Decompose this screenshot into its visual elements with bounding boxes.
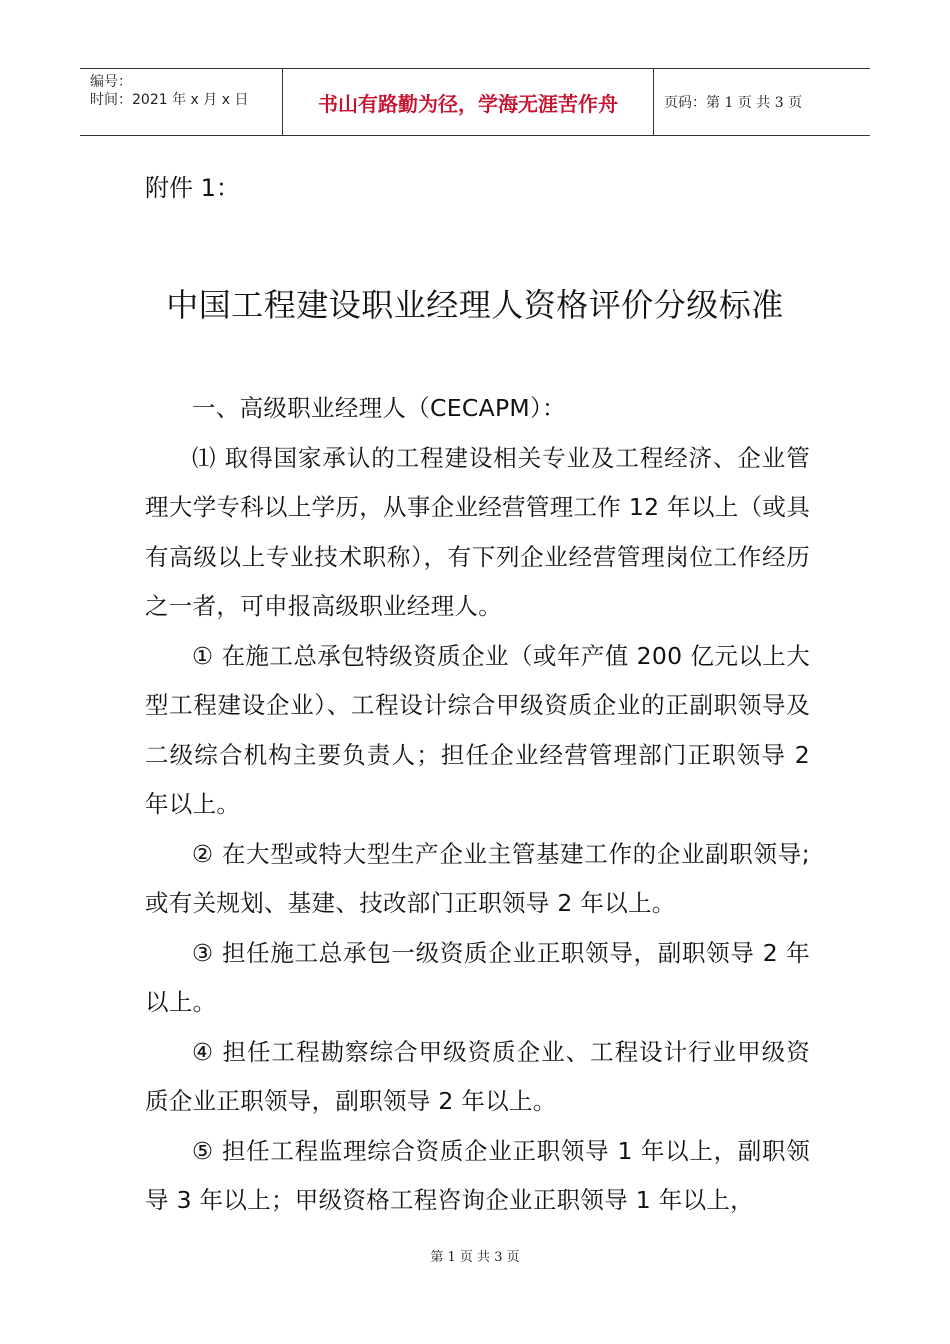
page-footer: 第 1 页 共 3 页 <box>430 1250 520 1265</box>
header-meta <box>80 69 282 135</box>
header-motto: 书山有路勤为径，学海无涯苦作舟 <box>282 69 654 135</box>
paragraph-item-3: ③ 担任施工总承包一级资质企业正职领导，副职领导 2 年以上。 <box>145 938 810 1016</box>
number-label: 编号： <box>90 74 132 90</box>
paragraph-item-4: ④ 担任工程勘察综合甲级资质企业、工程设计行业甲级资质企业正职领导，副职领导 2 年以上。 <box>145 1037 810 1115</box>
paragraph-qualification: ⑴ 取得国家承认的工程建设相关专业及工程经济、企业管理大学专科以上学历，从事企业经营管理工作 12 年以上（或具有高级以上专业技术职称），有下列企业经营管理岗位工作经历之一者，可申报高级职业经理人。 <box>145 443 810 620</box>
time-label: 时间：2021 年 x 月 x 日 <box>90 92 249 108</box>
paragraph-item-2: ② 在大型或特大型生产企业主管基建工作的企业副职领导;或有关规划、基建、技改部门正职领导 2 年以上。 <box>145 839 810 917</box>
paragraph-item-5: ⑤ 担任工程监理综合资质企业正职领导 1 年以上，副职领导 3 年以上；甲级资格工程咨询企业正职领导 1 年以上， <box>145 1136 810 1214</box>
attachment-label: 附件 1： <box>145 174 240 202</box>
header-page-info: 页码：第 1 页 共 3 页 <box>664 95 803 111</box>
section-heading: 一、高级职业经理人（CECAPM）： <box>192 394 566 422</box>
paragraph-item-1: ① 在施工总承包特级资质企业（或年产值 200 亿元以上大型工程建设企业）、工程设计综合甲级资质企业的正副职领导及二级综合机构主要负责人；担任企业经营管理部门正职领导 2 年以上。 <box>145 641 810 818</box>
document-body <box>145 384 810 1226</box>
document-title: 中国工程建设职业经理人资格评价分级标准 <box>166 286 784 324</box>
page-header <box>80 68 870 136</box>
